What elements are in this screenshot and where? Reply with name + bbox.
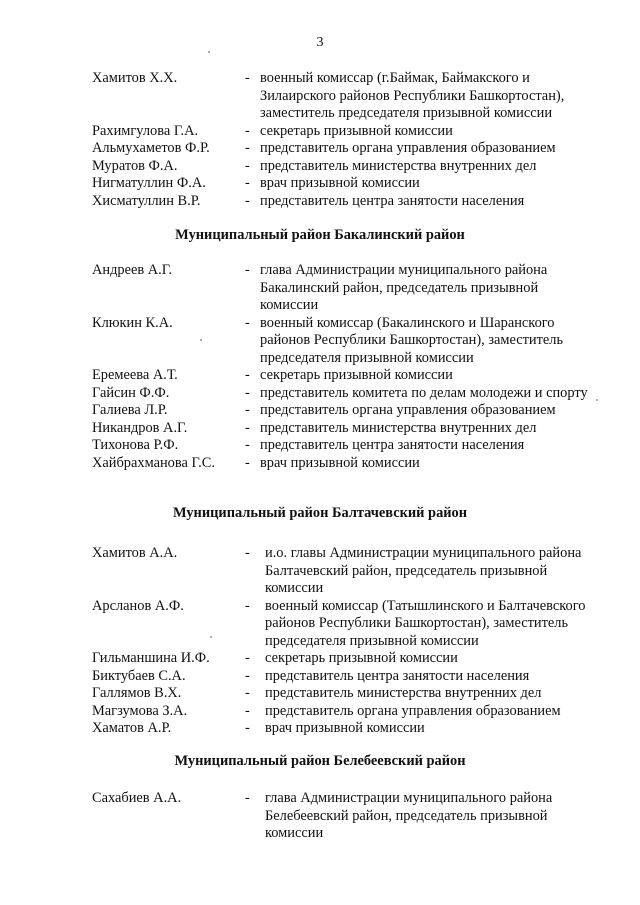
member-name: Магзумова З.А.: [92, 702, 188, 719]
member-name: Еремеева А.Т.: [92, 367, 178, 383]
member-row: [0, 668, 640, 686]
member-row: [0, 598, 640, 651]
member-row: [0, 720, 640, 738]
section-member-list-bakalinsky: [0, 262, 640, 472]
scan-speck: [210, 636, 212, 638]
member-name: Клюкин К.А.: [92, 314, 173, 331]
member-name: Андреев А.Г.: [92, 262, 173, 278]
member-dash: -: [245, 597, 250, 614]
member-role: врач призывной комиссии: [260, 175, 420, 191]
member-row: [0, 158, 640, 176]
member-name: Галлямов В.Х.: [92, 685, 182, 701]
member-name: Хисматуллин В.Р.: [92, 192, 201, 209]
member-row: [0, 455, 640, 473]
member-dash: -: [245, 650, 250, 666]
member-row: [0, 685, 640, 703]
member-row: [0, 437, 640, 455]
member-name: Хайбрахманова Г.С.: [92, 454, 215, 471]
member-row: [0, 193, 640, 211]
member-role: представитель центра занятости населения: [260, 437, 525, 453]
member-row: [0, 70, 640, 123]
member-role: глава Администрации муниципального района Белебеевский район, председатель призывной комиссии: [265, 790, 553, 841]
member-role: представитель министерства внутренних дел: [265, 685, 542, 701]
member-name: Гайсин Ф.Ф.: [92, 384, 170, 401]
member-dash: -: [245, 384, 250, 401]
member-row: [0, 140, 640, 158]
member-name: Нигматуллин Ф.А.: [92, 175, 206, 191]
member-name: Арсланов А.Ф.: [92, 597, 184, 614]
member-dash: -: [245, 702, 250, 719]
member-name: Хамитов Х.Х.: [92, 70, 178, 86]
member-row: [0, 385, 640, 403]
member-role: представитель центра занятости населения: [260, 192, 525, 209]
member-dash: -: [245, 70, 250, 86]
member-role: представитель органа управления образованием: [260, 402, 556, 418]
member-name: Тихонова Р.Ф.: [92, 437, 179, 453]
member-dash: -: [245, 667, 250, 684]
member-name: Хамитов А.А.: [92, 545, 178, 561]
member-dash: -: [245, 720, 250, 736]
member-dash: -: [245, 419, 250, 436]
scan-speck: [596, 399, 598, 401]
member-dash: -: [245, 367, 250, 383]
member-role: представитель органа управления образованием: [260, 140, 556, 156]
member-name: Альмухаметов Ф.Р.: [92, 140, 210, 156]
member-role: секретарь призывной комиссии: [260, 367, 453, 383]
member-dash: -: [245, 262, 250, 278]
member-dash: -: [245, 454, 250, 471]
member-role: врач призывной комиссии: [265, 720, 425, 736]
member-role: секретарь призывной комиссии: [265, 650, 458, 666]
member-dash: -: [245, 157, 250, 174]
member-row: [0, 790, 640, 843]
top-member-list: [0, 70, 640, 210]
member-role: представитель органа управления образованием: [265, 702, 561, 719]
member-role: представитель центра занятости населения: [265, 667, 530, 684]
member-row: [0, 703, 640, 721]
member-dash: -: [245, 175, 250, 191]
member-name: Муратов Ф.А.: [92, 157, 178, 174]
member-row: [0, 175, 640, 193]
member-dash: -: [245, 402, 250, 418]
member-row: [0, 315, 640, 368]
section-member-list-baltachevsky: [0, 545, 640, 738]
member-name: Биктубаев С.А.: [92, 667, 186, 684]
member-dash: -: [245, 790, 250, 806]
member-role: врач призывной комиссии: [260, 454, 420, 471]
member-role: секретарь призывной комиссии: [260, 122, 453, 139]
member-row: [0, 262, 640, 315]
section-title-belebeevsky: Муниципальный район Белебеевский район: [174, 753, 466, 769]
scan-speck: [200, 339, 202, 341]
member-row: [0, 402, 640, 420]
member-role: представитель министерства внутренних дел: [260, 419, 537, 436]
member-row: [0, 123, 640, 141]
member-row: [0, 650, 640, 668]
scan-speck: [208, 51, 210, 53]
page-number: 3: [316, 35, 324, 50]
member-name: Никандров А.Г.: [92, 419, 188, 436]
member-role: представитель министерства внутренних дел: [260, 157, 537, 174]
section-member-list-belebeevsky: [0, 790, 640, 843]
member-dash: -: [245, 437, 250, 453]
member-row: [0, 367, 640, 385]
member-role: военный комиссар (г.Баймак, Баймакского и Зилаирского районов Республики Башкортостан), заместитель председателя призывной комиссии: [260, 70, 565, 121]
member-role: и.о. главы Администрации муниципального района Балтачевский район, председатель призывной комиссии: [265, 545, 582, 596]
section-title-bakalinsky: Муниципальный район Бакалинский район: [175, 227, 465, 243]
member-dash: -: [245, 314, 250, 331]
member-role: военный комиссар (Бакалинского и Шаранского районов Республики Башкортостан), заместитель председателя призывной комиссии: [260, 314, 564, 366]
member-role: глава Администрации муниципального района Бакалинский район, председатель призывной комиссии: [260, 262, 548, 313]
member-name: Сахабиев А.А.: [92, 790, 182, 806]
member-name: Рахимгулова Г.А.: [92, 122, 199, 139]
member-dash: -: [245, 192, 250, 209]
member-row: [0, 420, 640, 438]
member-dash: -: [245, 685, 250, 701]
member-name: Галиева Л.Р.: [92, 402, 168, 418]
member-dash: -: [245, 140, 250, 156]
member-dash: -: [245, 545, 250, 561]
member-name: Хаматов А.Р.: [92, 720, 172, 736]
member-row: [0, 545, 640, 598]
section-title-baltachevsky: Муниципальный район Балтачевский район: [172, 505, 468, 521]
member-role: военный комиссар (Татышлинского и Балтачевского районов Республики Башкортостан), заместитель председателя призывной комиссии: [265, 597, 586, 649]
member-dash: -: [245, 122, 250, 139]
member-role: представитель комитета по делам молодежи и спорту: [260, 384, 588, 401]
member-name: Гильманшина И.Ф.: [92, 650, 210, 666]
